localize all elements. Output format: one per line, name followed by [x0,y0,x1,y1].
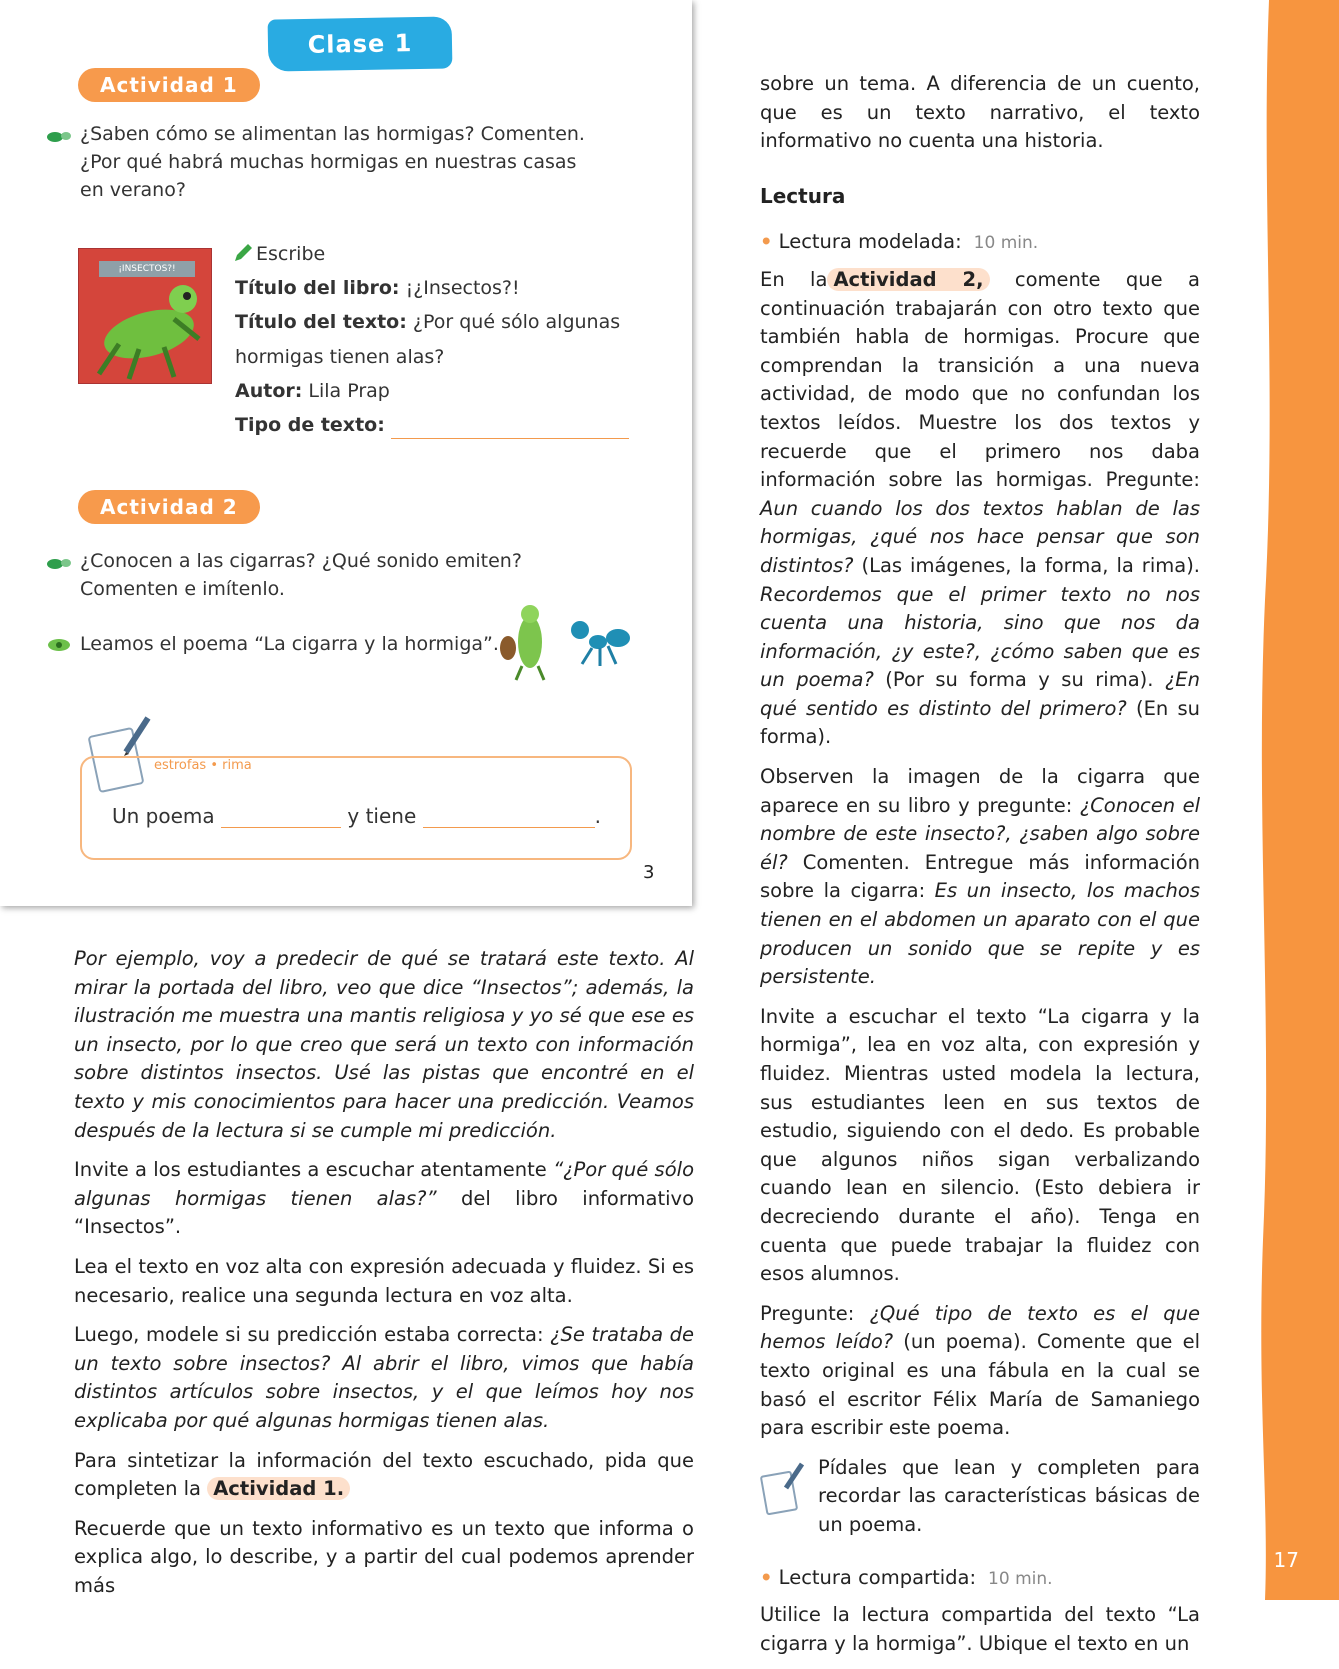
eye-icon [46,638,72,652]
ant-illustration [566,618,632,668]
paragraph: En la Actividad 2, comente que a continuación trabajarán con otro texto que también habla de hormigas. Procure que comprendan la transición a una nueva actividad, de modo que no confundan los textos leídos. Muestre los dos textos y recuerde que el primero nos daba información sobre las hormigas. Pregunte: Aun cuando los dos textos hablan de las hormigas, ¿qué nos hace pensar que son distintos? (Las imágenes, la forma, la rima). Recordemos que el primer texto no nos cuenta una historia, sino que nos da información, ¿y este?, ¿cómo saben que es un poema? (Por su forma y su rima). ¿En qué sentido es distinto del primero? (En su forma). [760,267,1200,749]
book-cover-image [78,248,212,384]
author-line: Autor: Lila Prap [235,380,390,402]
speech-bubble-icon [46,130,72,144]
poem-fill-box [80,756,632,860]
notepad-pencil-icon [760,1460,806,1516]
class-title: Clase 1 [268,16,453,71]
right-column-text [760,70,1200,1669]
modelada-line: • Lectura modelada: 10 min. [760,230,1039,254]
fill-in-sentence: Un poema y tiene . [112,804,601,828]
paragraph: sobre un tema. A diferencia de un cuento, que es un texto narrativo, el texto informativo no cuenta una historia. [760,72,1200,153]
paragraph: Pregunte: ¿Qué tipo de texto es el que hemos leído? (un poema). Comente que el texto original es una fábula en la cual se basó el escritor Félix María de Samaniego para escribir este poema. [760,1301,1201,1440]
cover-title: ¡INSECTOS?! [99,261,195,277]
question-2: ¿Conocen a las cigarras? ¿Qué sonido emiten? Comenten e imítenlo. [80,550,522,600]
text-title-line: Título del texto: ¿Por qué sólo algunas [235,311,621,333]
student-page-number: 3 [643,862,655,883]
paragraph: Luego, modele si su predicción estaba correcta: ¿Se trataba de un texto sobre insectos? Al abrir el libro, vimos que había distintos artículos sobre insectos, y el que leímos hoy nos explicaba por qué algunas hormigas tienen alas. [74,1323,694,1432]
paragraph: Por ejemplo, voy a predecir de qué se tratará este texto. Al mirar la portada del libro, veo que dice “Insectos”; además, la ilustración me muestra una mantis religiosa y yo sé que ese es un insecto, por lo que creo que será un texto con información sobre distintos insectos. Usé las pistas que encontré en el texto y mis conocimientos para hacer una predicción. Veamos después de la lectura si se cumple mi predicción. [74,947,694,1142]
paragraph: Utilice la lectura compartida del texto “La cigarra y la hormiga”. Ubique el texto en un [760,1603,1200,1655]
write-label: Escribe [256,243,326,265]
poem-note [760,1454,1200,1540]
paragraph: Invite a los estudiantes a escuchar atentamente “¿Por qué sólo algunas hormigas tienen alas?” del libro informativo “Insectos”. [74,1158,695,1239]
paragraph: Pídales que lean y completen para recordar las características básicas de un poema. [818,1455,1200,1536]
left-column-text [74,945,694,1611]
paragraph: Para sintetizar la información del texto escuchado, pida que completen la Actividad 1. [74,1448,694,1501]
lectura-heading: Lectura [760,183,846,208]
question-1: ¿Saben cómo se alimentan las hormigas? Comenten. ¿Por qué habrá muchas hormigas en nuestras casas en verano? [80,123,585,201]
blank-1[interactable] [221,827,341,828]
activity-2-highlight: Actividad 2, [827,268,989,291]
text-title-line-2: hormigas tienen alas? [235,346,445,368]
student-book-page [0,0,692,906]
text-type-line: Tipo de texto: [235,411,629,439]
book-title-line: Título del libro: ¡¿Insectos?! [235,277,520,299]
paragraph: Recuerde que un texto informativo es un texto que informa o explica algo, lo describe, y a partir del cual podemos aprender más [74,1516,694,1597]
pencil-icon [232,242,254,264]
page-number: 17 [1273,1548,1299,1572]
paragraph: Observen la imagen de la cigarra que aparece en su libro y pregunte: ¿Conocen el nombre de este insecto?, ¿saben algo sobre él? Comenten. Entregue más información sobre la cigarra: Es un insecto, los machos tienen en el abdomen un aparato con el que producen un sonido que se repite y es persistente. [760,765,1201,989]
activity-2-badge: Actividad 2 [78,490,260,524]
activity-1-highlight: Actividad 1. [207,1477,350,1500]
paragraph: Lea el texto en voz alta con expresión adecuada y fluidez. Si es necesario, realice una segunda lectura en voz alta. [74,1254,694,1307]
compartida-line: • Lectura compartida: 10 min. [760,1565,1053,1589]
paragraph: Invite a escuchar el texto “La cigarra y la hormiga”, lea en voz alta, con expresión y fluidez. Mientras usted modela la lectura, sus estudiantes leen en sus textos de estudio, siguiendo con el dedo. Es probable que algunos niños sigan verbalizando cuando lean en silencio. (Esto debiera ir decreciendo durante el año). Tenga en cuenta que puede trabajar la fluidez con esos alumnos. [760,1004,1200,1286]
cicada-illustration [492,600,554,682]
text-type-blank[interactable] [391,438,629,439]
orange-page-edge [1239,0,1339,1600]
speech-bubble-icon [46,557,72,571]
blank-2[interactable] [423,827,595,828]
word-hint: estrofas • rima [154,758,252,773]
read-poem-instruction: Leamos el poema “La cigarra y la hormiga”. [80,633,499,655]
activity-1-badge: Actividad 1 [78,68,260,102]
